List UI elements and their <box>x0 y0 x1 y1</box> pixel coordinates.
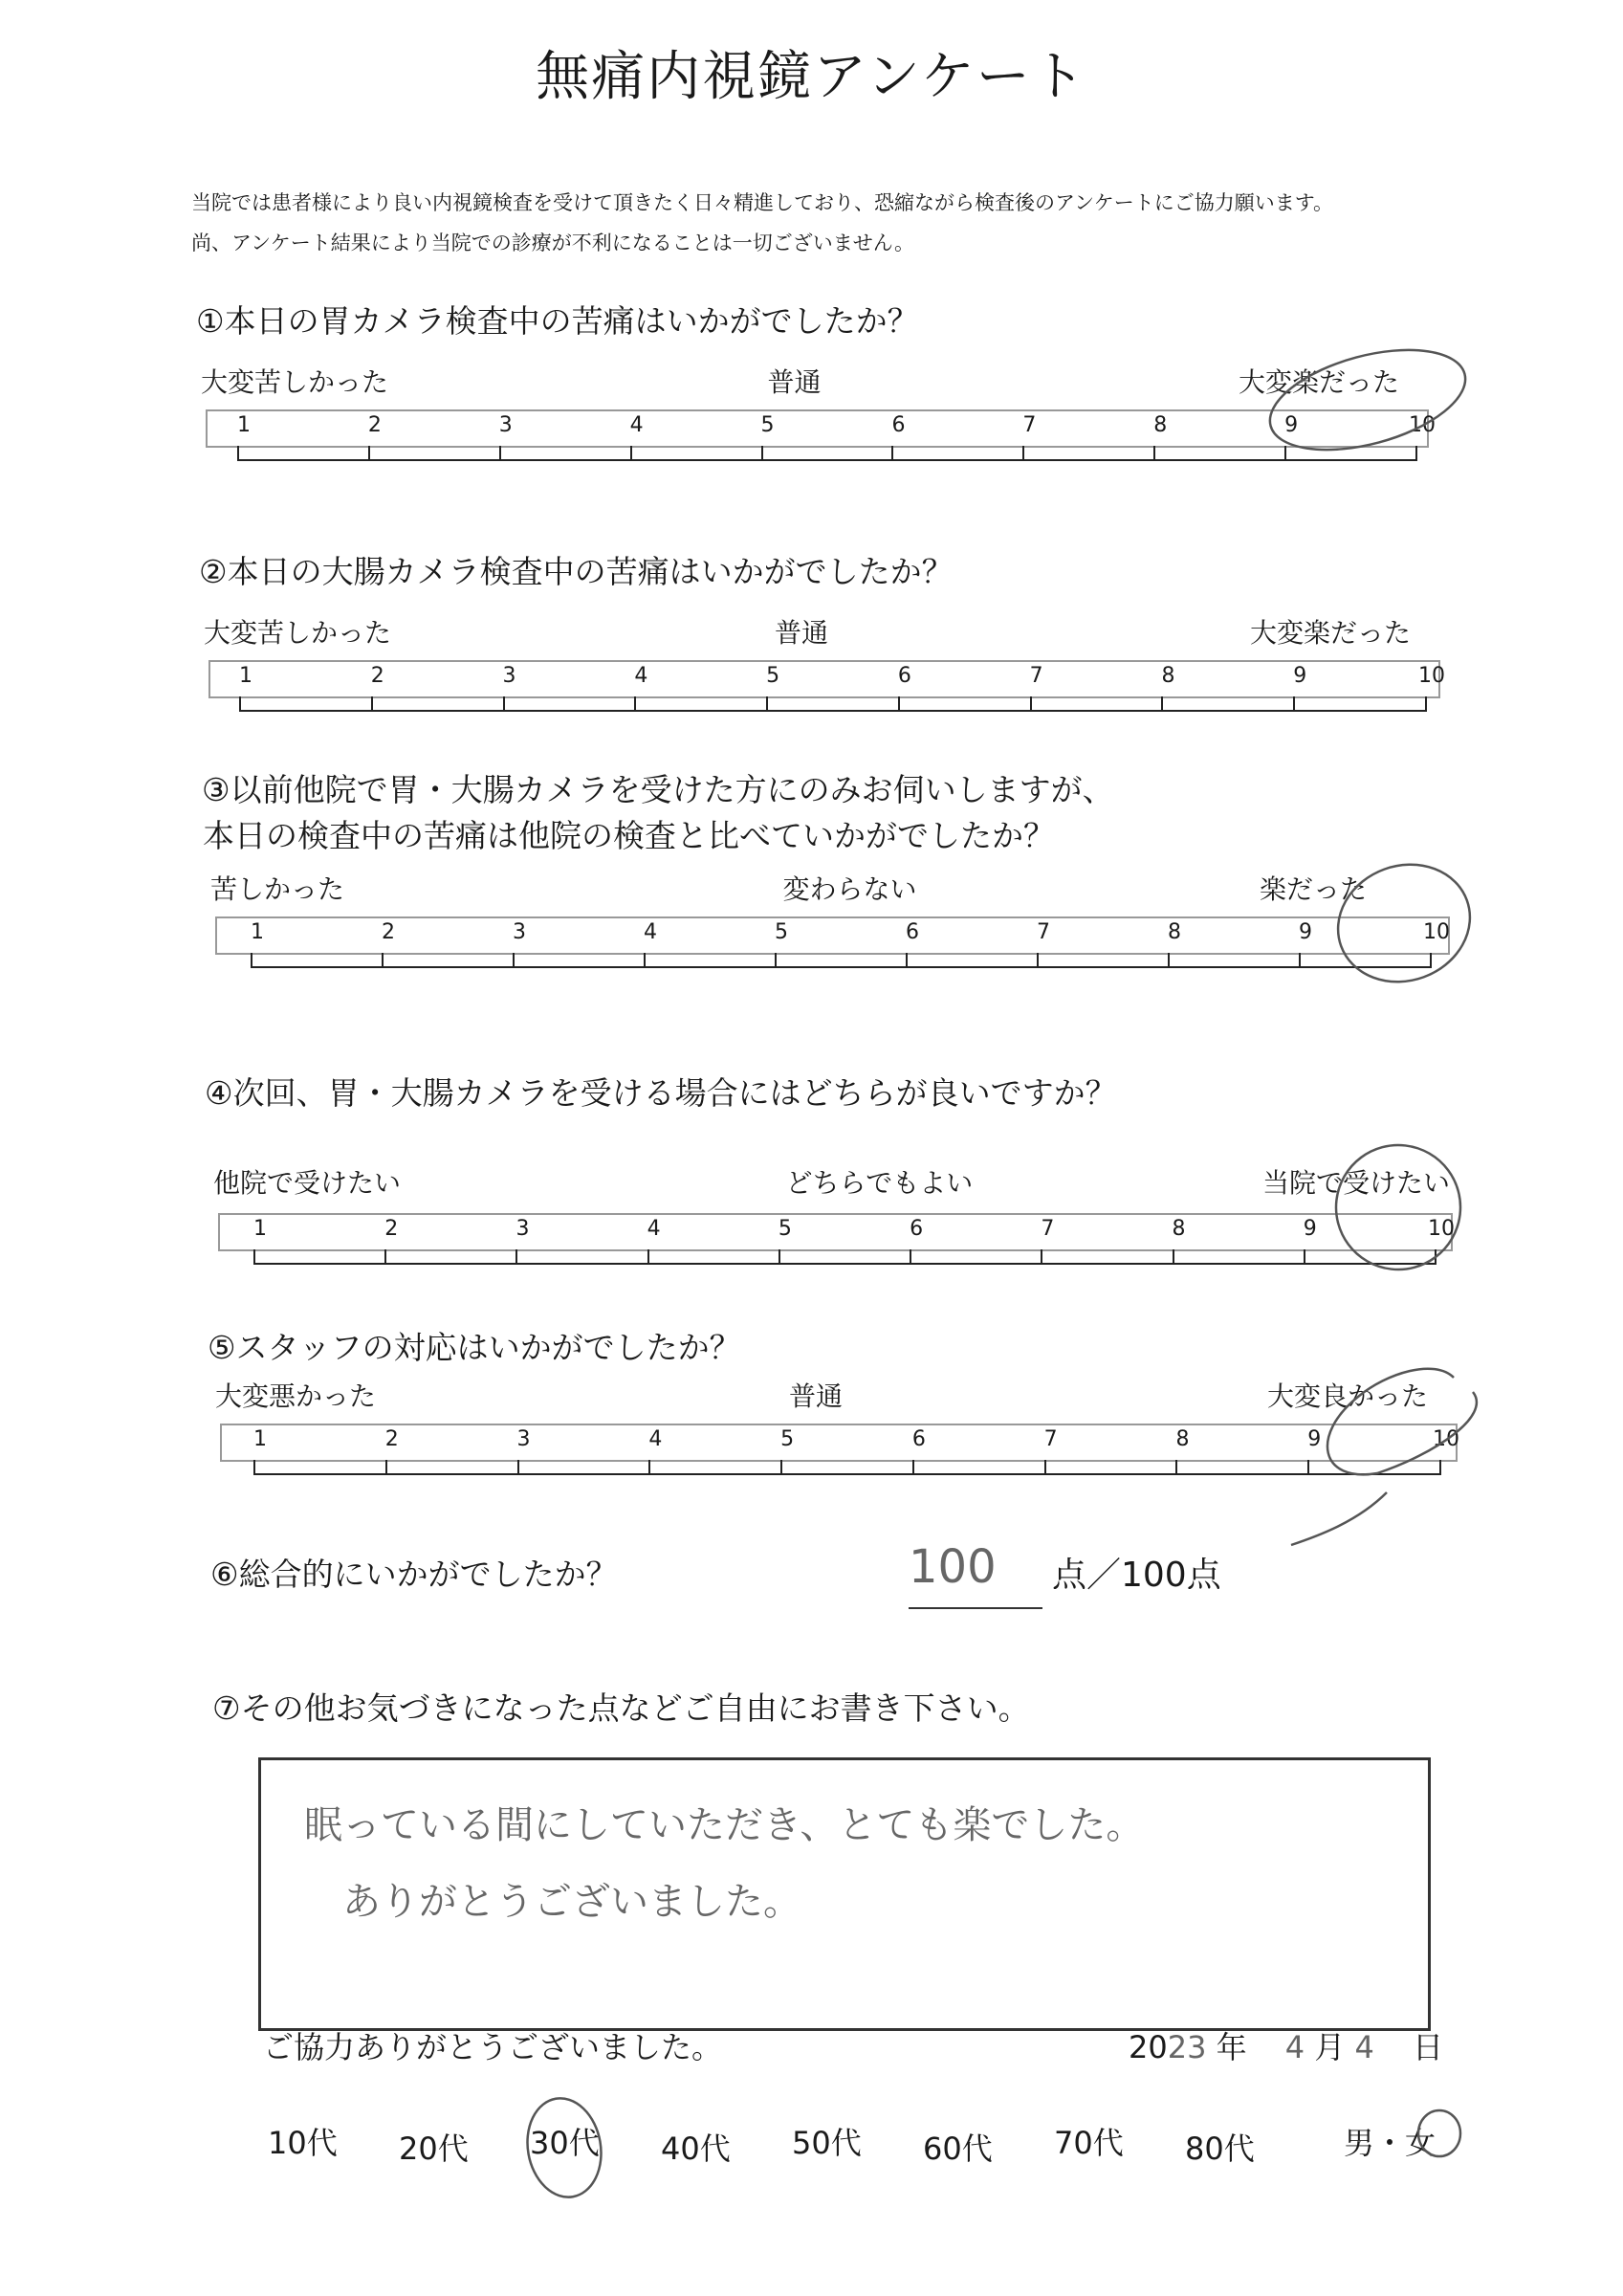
page-title: 無痛内視鏡アンケート <box>536 46 1087 108</box>
gender-separator: ・ <box>1374 2125 1406 2161</box>
q3-option-3[interactable]: 3 <box>513 920 526 944</box>
month-value: 4 <box>1284 2029 1305 2065</box>
q2-option-5[interactable]: 5 <box>766 664 780 688</box>
age-option-1[interactable]: 10代 <box>268 2125 338 2161</box>
q1-option-3[interactable]: 3 <box>498 413 513 437</box>
thanks-text: ご協力ありがとうございました。 <box>263 2029 723 2065</box>
age-option-6[interactable]: 60代 <box>923 2130 993 2167</box>
q4-option-6[interactable]: 6 <box>910 1217 924 1241</box>
circle-q1 <box>1260 331 1477 468</box>
q4-option-10[interactable]: 10 <box>1428 1217 1455 1241</box>
q4-option-5[interactable]: 5 <box>778 1217 792 1241</box>
q4-option-9[interactable]: 9 <box>1303 1217 1317 1241</box>
age-option-4[interactable]: 40代 <box>661 2130 731 2167</box>
q2-option-10[interactable]: 10 <box>1418 664 1445 688</box>
question-6: ⑥総合的にいかがでしたか？ <box>210 1556 618 1593</box>
q4-option-4[interactable]: 4 <box>647 1217 661 1241</box>
q2-option-3[interactable]: 3 <box>502 664 516 688</box>
comment-line-2: ありがとうございました。 <box>342 1880 801 1924</box>
q4-option-8[interactable]: 8 <box>1172 1217 1186 1241</box>
q5-option-7[interactable]: 7 <box>1043 1427 1058 1451</box>
q5-option-3[interactable]: 3 <box>516 1427 531 1451</box>
q4-option-1[interactable]: 1 <box>253 1217 267 1241</box>
q1-option-2[interactable]: 2 <box>367 413 382 437</box>
day-unit: 日 <box>1413 2029 1444 2065</box>
q1-option-9[interactable]: 9 <box>1284 413 1299 437</box>
q2-option-2[interactable]: 2 <box>370 664 384 688</box>
question-1: ①本日の胃カメラ検査中の苦痛はいかがでしたか？ <box>196 302 919 340</box>
total-score[interactable]: 100 <box>909 1540 997 1594</box>
q3-option-5[interactable]: 5 <box>775 920 788 944</box>
year-unit: 年 <box>1216 2029 1247 2065</box>
question-4: ④次回、胃・大腸カメラを受ける場合にはどちらが良いですか？ <box>205 1074 1117 1112</box>
q1-label-low: 大変苦しかった <box>201 366 389 398</box>
q3-option-9[interactable]: 9 <box>1299 920 1312 944</box>
question-5: ⑤スタッフの対応はいかがでしたか？ <box>208 1329 741 1366</box>
circle-q3 <box>1322 847 1487 1001</box>
question-3-line-2: 本日の検査中の苦痛は他院の検査と比べていかがでしたか？ <box>203 817 1055 854</box>
q1-option-5[interactable]: 5 <box>760 413 775 437</box>
q5-label-mid: 普通 <box>789 1380 844 1412</box>
q3-option-1[interactable]: 1 <box>251 920 264 944</box>
q2-option-9[interactable]: 9 <box>1293 664 1307 688</box>
q3-option-6[interactable]: 6 <box>906 920 919 944</box>
q1-option-6[interactable]: 6 <box>891 413 906 437</box>
age-option-3[interactable]: 30代 <box>530 2125 600 2161</box>
age-option-8[interactable]: 80代 <box>1185 2130 1255 2167</box>
question-7: ⑦その他お気づきになった点などご自由にお書き下さい。 <box>212 1689 1030 1727</box>
q5-option-6[interactable]: 6 <box>911 1427 926 1451</box>
age-option-2[interactable]: 20代 <box>399 2130 469 2167</box>
q1-option-1[interactable]: 1 <box>237 413 251 437</box>
q2-option-1[interactable]: 1 <box>239 664 252 688</box>
q1-label-high: 大変楽だった <box>1239 366 1400 398</box>
age-option-7[interactable]: 70代 <box>1054 2125 1124 2161</box>
comment-line-1: 眠っている間にしていただき、とても楽でした。 <box>304 1803 1145 1847</box>
year-hand: 23 <box>1167 2029 1207 2065</box>
day-value: 4 <box>1354 2029 1374 2065</box>
q2-option-8[interactable]: 8 <box>1161 664 1175 688</box>
q1-option-8[interactable]: 8 <box>1153 413 1168 437</box>
q1-option-7[interactable]: 7 <box>1022 413 1037 437</box>
score-suffix: 点／100点 <box>1052 1556 1221 1595</box>
q5-option-1[interactable]: 1 <box>253 1427 267 1451</box>
q2-option-4[interactable]: 4 <box>634 664 648 688</box>
q4-option-7[interactable]: 7 <box>1041 1217 1055 1241</box>
q3-option-2[interactable]: 2 <box>382 920 395 944</box>
question-3: ③以前他院で胃・大腸カメラを受けた方にのみお伺いしますが、 <box>202 771 1114 808</box>
q4-label-high: 当院で受けたい <box>1262 1167 1451 1199</box>
circle-gender-female <box>1418 2110 1460 2156</box>
q3-label-high: 楽だった <box>1260 873 1368 905</box>
q3-label-low: 苦しかった <box>210 873 345 905</box>
q4-option-3[interactable]: 3 <box>515 1217 530 1241</box>
q3-option-10[interactable]: 10 <box>1423 920 1450 944</box>
q4-option-2[interactable]: 2 <box>384 1217 399 1241</box>
q3-option-4[interactable]: 4 <box>644 920 657 944</box>
intro-line-1: 当院では患者様により良い内視鏡検査を受けて頂きたく日々精進しており、恐縮ながら検査後のアンケートにご協力願います。 <box>191 191 1334 214</box>
q5-option-4[interactable]: 4 <box>648 1427 663 1451</box>
gender-male[interactable]: 男 <box>1344 2125 1375 2161</box>
intro-line-2: 尚、アンケート結果により当院での診療が不利になることは一切ございません。 <box>191 232 914 254</box>
q5-option-10[interactable]: 10 <box>1433 1427 1459 1451</box>
q2-label-high: 大変楽だった <box>1250 617 1412 649</box>
q1-option-4[interactable]: 4 <box>629 413 644 437</box>
q1-option-10[interactable]: 10 <box>1409 413 1436 437</box>
q4-label-mid: どちらでもよい <box>785 1167 974 1199</box>
q4-label-low: 他院で受けたい <box>213 1167 402 1199</box>
q2-option-7[interactable]: 7 <box>1029 664 1043 688</box>
gender-female[interactable]: 女 <box>1405 2125 1437 2161</box>
q5-option-5[interactable]: 5 <box>780 1427 795 1451</box>
q3-option-7[interactable]: 7 <box>1037 920 1050 944</box>
age-option-5[interactable]: 50代 <box>792 2125 862 2161</box>
q1-label-mid: 普通 <box>767 366 822 398</box>
question-2: ②本日の大腸カメラ検査中の苦痛はいかがでしたか？ <box>199 553 954 590</box>
q5-option-9[interactable]: 9 <box>1307 1427 1322 1451</box>
q5-option-2[interactable]: 2 <box>384 1427 399 1451</box>
circle-age-30 <box>520 2092 609 2203</box>
q2-option-6[interactable]: 6 <box>897 664 911 688</box>
q3-label-mid: 変わらない <box>782 873 917 905</box>
circle-q4 <box>1322 1131 1474 1283</box>
month-unit: 月 <box>1314 2029 1346 2065</box>
q5-option-8[interactable]: 8 <box>1175 1427 1190 1451</box>
q2-label-mid: 普通 <box>775 617 829 649</box>
q5-label-high: 大変良かった <box>1267 1380 1429 1412</box>
circle-q5 <box>1291 1369 1477 1545</box>
q5-label-low: 大変悪かった <box>215 1380 377 1412</box>
year-prefix: 20 <box>1129 2029 1168 2065</box>
q2-label-low: 大変苦しかった <box>204 617 392 649</box>
q3-option-8[interactable]: 8 <box>1168 920 1181 944</box>
